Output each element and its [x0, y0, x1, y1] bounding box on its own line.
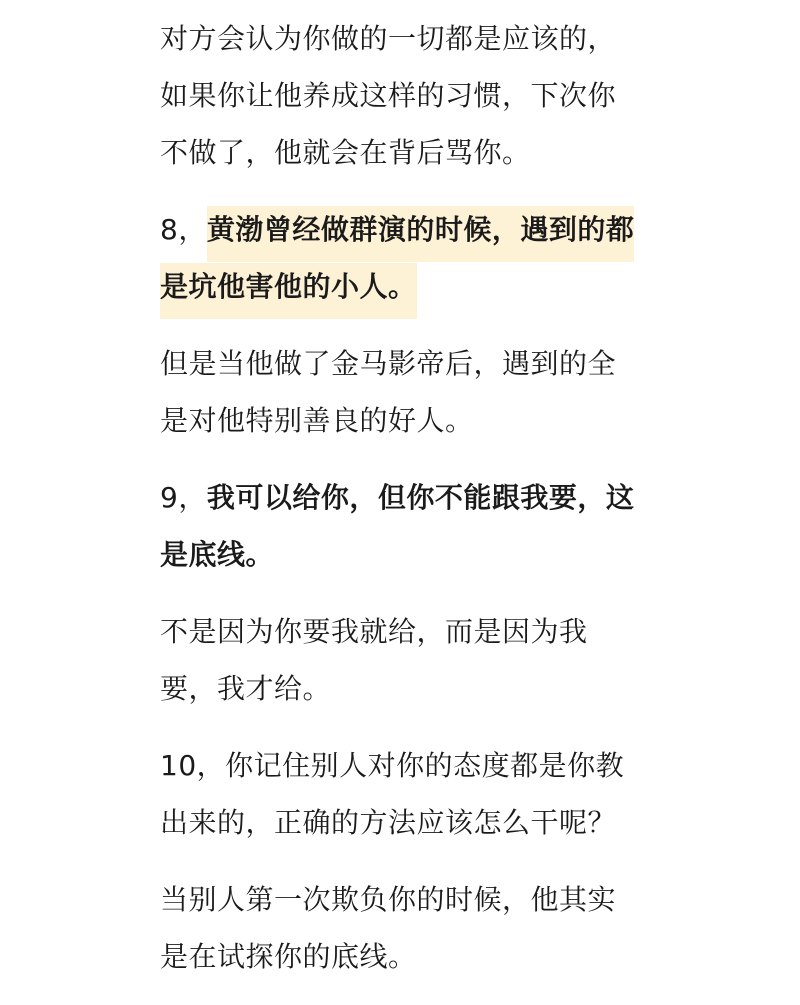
- paragraph-1: [160, 10, 640, 181]
- text-line: 但是当他做了金马影帝后，遇到的全: [160, 347, 617, 380]
- text-line: 不做了，他就会在背后骂你。: [160, 136, 531, 169]
- bold-heading: 我可以给你，但你不能跟我要，这: [206, 481, 635, 514]
- paragraph-3: [160, 335, 640, 449]
- text-line: 要，我才给。: [160, 672, 332, 705]
- text-line: 出来的，正确的方法应该怎么干呢？: [160, 806, 617, 839]
- point-number: 9，: [160, 481, 207, 514]
- highlighted-heading: 是坑他害他的小人。: [160, 263, 417, 319]
- text-line: 是在试探你的底线。: [160, 940, 417, 973]
- text-line: [160, 201, 640, 258]
- highlighted-heading: 黄渤曾经做群演的时候，遇到的都: [207, 206, 635, 262]
- text-line: [160, 469, 640, 526]
- paragraph-7: [160, 871, 640, 985]
- point-10: [160, 737, 640, 851]
- text-line: 是对他特别善良的好人。: [160, 404, 474, 437]
- text-line: [160, 258, 640, 315]
- text-line: 不是因为你要我就给，而是因为我: [160, 615, 588, 648]
- point-number: 8，: [160, 213, 207, 246]
- article-body: [160, 10, 640, 1005]
- bold-heading: 是底线。: [160, 538, 275, 571]
- point-8: [160, 201, 640, 315]
- paragraph-5: [160, 603, 640, 717]
- point-9: [160, 469, 640, 583]
- text-line: 如果你让他养成这样的习惯，下次你: [160, 79, 617, 112]
- text-line: 10，你记住别人对你的态度都是你教: [160, 749, 625, 782]
- text-line: 当别人第一次欺负你的时候，他其实: [160, 883, 617, 916]
- text-line: 对方会认为你做的一切都是应该的，: [160, 22, 617, 55]
